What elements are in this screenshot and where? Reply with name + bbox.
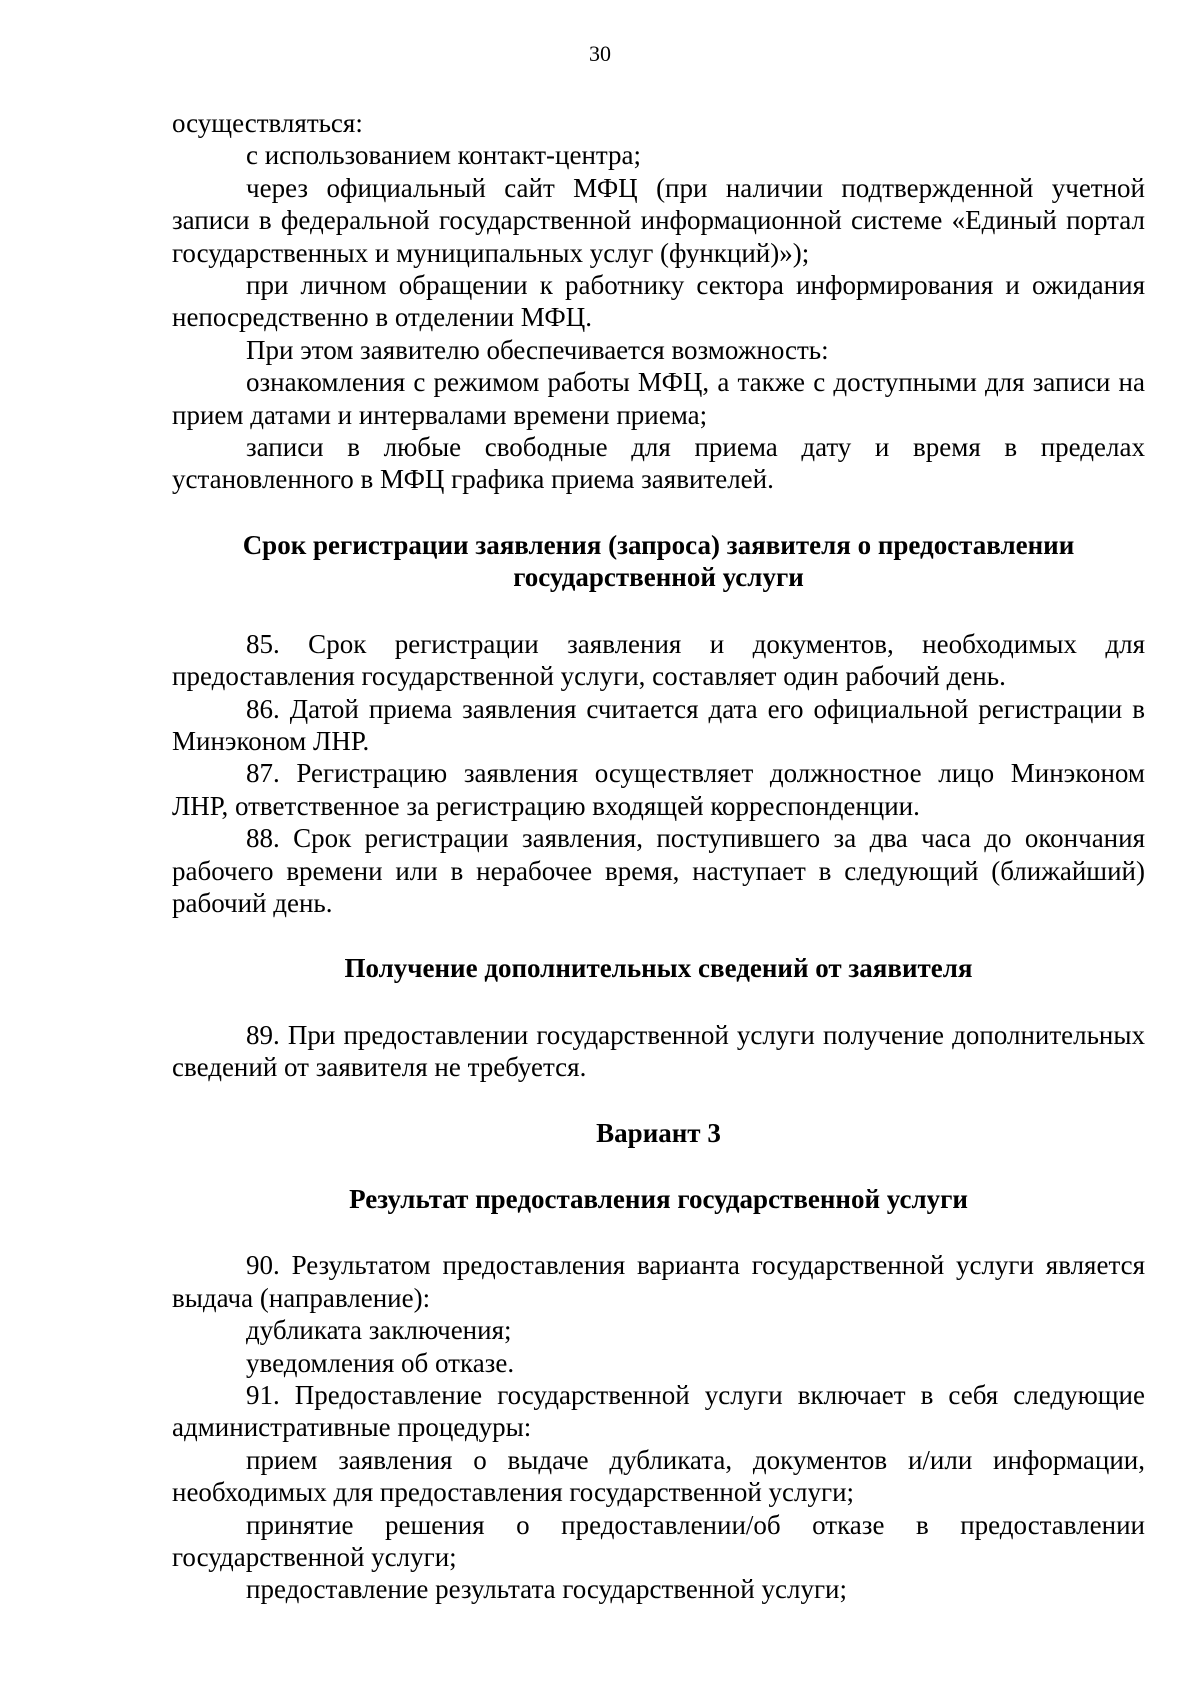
variant-heading: Вариант 3 [596,1117,721,1148]
document-body [172,107,1145,1606]
list-item: записи в любые свободные для приема дату и время в пределах установленного в МФЦ графика приема заявителей. [172,432,1145,495]
paragraph-86: 86. Датой приема заявления считается дата его официальной регистрации в Минэконом ЛНР. [172,693,1145,756]
list-item: при личном обращении к работнику сектора информирования и ожидания непосредственно в отделении МФЦ. [172,270,1145,333]
spacer [172,1084,1145,1117]
section-heading-additional: Получение дополнительных сведений от заявителя [344,953,973,984]
list-item: с использованием контакт-центра; [246,140,642,171]
spacer [172,1149,1145,1183]
paragraph-89: 89. При предоставлении государственной услуги получение дополнительных сведений от заявителя не требуется. [172,1019,1145,1083]
paragraph: осуществляться: [172,108,363,138]
list-item: ознакомления с режимом работы МФЦ, а также с доступными для записи на прием датами и интервалами времени приема; [172,367,1145,430]
spacer [172,1215,1145,1249]
list-item: уведомления об отказе. [246,1347,515,1378]
list-item: дубликата заключения; [246,1315,512,1346]
section-heading-registration: Срок регистрации заявления (запроса) заявителя о предоставлении государственной услуги [242,529,1075,593]
paragraph-91: 91. Предоставление государственной услуги включает в себя следующие административные процедуры: [172,1380,1145,1443]
section-heading-result: Результат предоставления государственной услуги [349,1183,968,1214]
spacer [172,919,1145,952]
paragraph: При этом заявителю обеспечивается возможность: [246,334,829,365]
paragraph-88: 88. Срок регистрации заявления, поступившего за два часа до окончания рабочего времени или в нерабочее время, наступает в следующий (ближайший) рабочий день. [172,823,1145,918]
spacer [172,594,1145,628]
page-number: 30 [589,41,611,66]
spacer [172,985,1145,1019]
list-item: через официальный сайт МФЦ (при наличии подтвержденной учетной записи в федеральной государственной информационной системе «Единый портал государственных и муниципальных услуг (функций)»); [172,172,1145,268]
paragraph-85: 85. Срок регистрации заявления и документов, необходимых для предоставления государственной услуги, составляет один рабочий день. [172,628,1145,692]
paragraph-90: 90. Результатом предоставления варианта государственной услуги является выдача (направление): [172,1250,1145,1313]
paragraph-87: 87. Регистрацию заявления осуществляет должностное лицо Минэконом ЛНР, ответственное за регистрацию входящей корреспонденции. [172,758,1145,821]
list-item: принятие решения о предоставлении/об отказе в предоставлении государственной услуги; [172,1509,1145,1573]
spacer [172,496,1145,529]
list-item: предоставление результата государственной услуги; [246,1574,847,1605]
list-item: прием заявления о выдаче дубликата, документов и/или информации, необходимых для предоставления государственной услуги; [172,1444,1145,1508]
